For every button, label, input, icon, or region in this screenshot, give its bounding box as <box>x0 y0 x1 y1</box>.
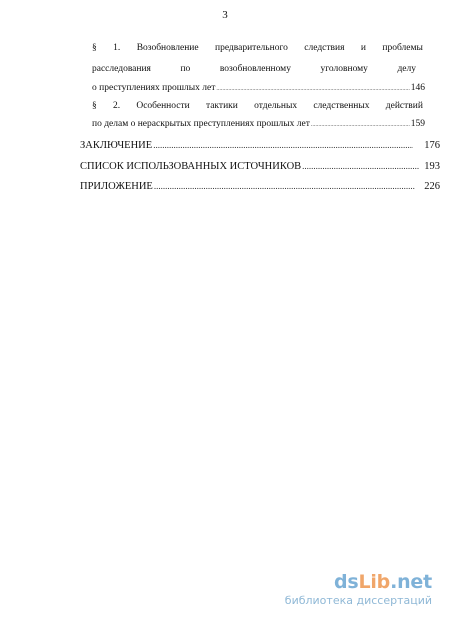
word: Особенности <box>136 101 190 111</box>
toc-entry-text: по делам о нераскрытых преступлениях прошлых лет <box>92 119 310 129</box>
word: следствия <box>304 43 345 53</box>
dot-leader <box>311 118 410 131</box>
page-number: 3 <box>222 9 228 21</box>
word: отдельных <box>254 101 298 111</box>
dslib-watermark <box>285 572 432 607</box>
toc-page-number: 226 <box>424 181 440 192</box>
word: возобновленному <box>219 64 291 74</box>
dslib-logo: dsLib.net <box>333 571 432 593</box>
word: проблемы <box>382 43 423 53</box>
toc-section-1-line-1 <box>92 42 423 54</box>
word: и <box>360 43 366 53</box>
word: § <box>92 43 97 53</box>
word: по <box>180 64 191 74</box>
word: действий <box>385 101 423 111</box>
word: делу <box>397 64 416 74</box>
word: Возобновление <box>136 43 199 53</box>
toc-page-number: 176 <box>424 140 440 151</box>
dot-leader <box>216 82 409 95</box>
word: предварительного <box>215 43 288 53</box>
toc-page-number: 193 <box>424 161 440 172</box>
toc-section-2-line-1 <box>92 100 423 112</box>
dot-leader <box>302 160 419 173</box>
toc-section-1-line-3[interactable] <box>92 82 425 95</box>
toc-conclusion[interactable] <box>80 139 440 152</box>
dot-leader <box>153 139 413 152</box>
toc-entry-text: ЗАКЛЮЧЕНИЕ <box>80 140 153 151</box>
dot-leader <box>154 180 415 193</box>
toc-entry-text: ПРИЛОЖЕНИЕ <box>80 181 153 192</box>
word: тактики <box>205 101 238 111</box>
toc-appendix[interactable] <box>80 180 440 193</box>
watermark-tagline: библиотека диссертаций <box>284 594 432 607</box>
toc-section-1-line-2 <box>92 63 416 75</box>
word: следственных <box>313 101 370 111</box>
word: уголовному <box>320 64 368 74</box>
word: расследования <box>92 64 151 74</box>
toc-page-number: 146 <box>410 83 425 93</box>
word: 1. <box>113 43 121 53</box>
word: 2. <box>112 101 121 111</box>
word: § <box>92 101 97 111</box>
toc-entry-text: о преступлениях прошлых лет <box>92 83 216 93</box>
toc-section-2-line-2[interactable] <box>92 118 425 131</box>
toc-page-number: 159 <box>410 119 425 129</box>
toc-sources[interactable] <box>80 160 440 173</box>
toc-entry-text: СПИСОК ИСПОЛЬЗОВАННЫХ ИСТОЧНИКОВ <box>80 161 302 172</box>
